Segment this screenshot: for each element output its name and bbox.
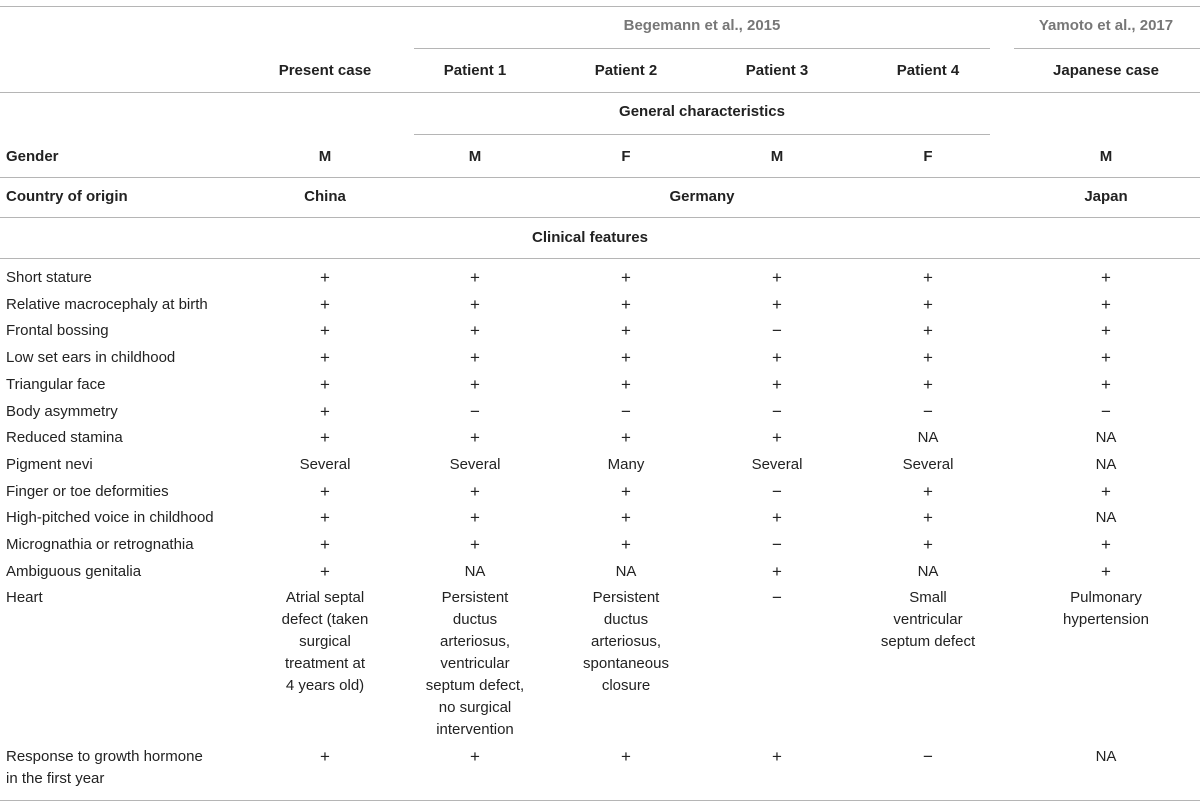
cell-patient-2: + — [621, 348, 631, 367]
cell-patient-3: + — [772, 562, 782, 581]
heart-patient-2-line: spontaneous — [583, 655, 669, 672]
cell-japanese: − — [1101, 402, 1111, 421]
cell-present: + — [320, 375, 330, 394]
cell-patient-4: + — [923, 295, 933, 314]
gender-patient-3: M — [770, 148, 784, 165]
cell-patient-3: − — [772, 402, 782, 421]
yamoto-rule — [1014, 48, 1200, 49]
cell-patient-2: + — [621, 268, 631, 287]
cell-patient-4: + — [923, 321, 933, 340]
heart-present-line: treatment at — [284, 655, 366, 672]
row-label: Micrognathia or retrognathia — [6, 536, 194, 553]
cell-patient-3: + — [772, 428, 782, 447]
cell-patient-4: + — [923, 482, 933, 501]
section-header-clinical: Clinical features — [532, 229, 648, 246]
gender-patient-1: M — [468, 148, 482, 165]
cell-patient-2: + — [621, 428, 631, 447]
cell-present: + — [320, 268, 330, 287]
cell-patient-4: − — [923, 402, 933, 421]
row-label: Low set ears in childhood — [6, 349, 176, 366]
heart-patient-1-line: ventricular — [440, 655, 510, 672]
begemann-rule — [414, 48, 990, 49]
column-header-patient-1: Patient 1 — [443, 62, 507, 79]
cell-japanese: + — [1101, 321, 1111, 340]
cell-japanese: + — [1101, 562, 1111, 581]
gender-patient-2: F — [621, 148, 631, 165]
cell-patient-1: − — [470, 402, 480, 421]
heart-patient-4-line: Small — [909, 589, 947, 606]
cell-patient-3: + — [772, 348, 782, 367]
gender-present: M — [318, 148, 332, 165]
row-label-growth-line-1: Response to growth hormone — [6, 748, 203, 765]
row-label: Reduced stamina — [6, 429, 123, 446]
cell-patient-4: NA — [917, 429, 939, 446]
group-header-begemann: Begemann et al., 2015 — [623, 17, 781, 34]
cell-japanese: + — [1101, 295, 1111, 314]
heart-patient-2-line: Persistent — [592, 589, 660, 606]
cell-present: + — [320, 535, 330, 554]
cell-present: + — [320, 562, 330, 581]
heart-patient-1-line: intervention — [436, 721, 514, 738]
heart-japanese-line: hypertension — [1063, 611, 1149, 628]
heart-patient-1-line: Persistent — [441, 589, 509, 606]
column-header-patient-2: Patient 2 — [594, 62, 658, 79]
cell-present: + — [320, 295, 330, 314]
growth-patient-3: + — [772, 747, 782, 766]
cell-patient-1: + — [470, 428, 480, 447]
cell-patient-2: + — [621, 321, 631, 340]
group-header-yamoto: Yamoto et al., 2017 — [1038, 17, 1174, 34]
row-label: Short stature — [6, 269, 92, 286]
cell-patient-2: Many — [607, 456, 645, 473]
cell-patient-2: − — [621, 402, 631, 421]
cell-japanese: NA — [1095, 429, 1117, 446]
heart-present-line: Atrial septal — [285, 589, 365, 606]
country-begemann: Germany — [669, 188, 735, 205]
column-header-japanese: Japanese case — [1053, 62, 1159, 79]
cell-patient-2: + — [621, 508, 631, 527]
cell-patient-4: + — [923, 535, 933, 554]
heart-present-line: surgical — [299, 633, 351, 650]
heart-patient-1-line: no surgical — [438, 699, 512, 716]
cell-patient-2: + — [621, 375, 631, 394]
cell-patient-1: + — [470, 321, 480, 340]
cell-japanese: + — [1101, 375, 1111, 394]
country-rule — [0, 217, 1200, 218]
row-label-growth-line-2: in the first year — [6, 770, 105, 787]
country-japanese: Japan — [1084, 188, 1128, 205]
growth-patient-4: − — [923, 747, 933, 766]
cell-present: + — [320, 402, 330, 421]
top-rule — [0, 6, 1200, 7]
row-label: Ambiguous genitalia — [6, 563, 142, 580]
heart-patient-2-line: closure — [601, 677, 651, 694]
cell-patient-3: + — [772, 295, 782, 314]
cell-patient-2: NA — [615, 563, 637, 580]
gender-patient-4: F — [923, 148, 933, 165]
heart-present-line: 4 years old) — [285, 677, 365, 694]
row-label: Pigment nevi — [6, 456, 93, 473]
country-present: China — [304, 188, 346, 205]
cell-patient-3: Several — [751, 456, 803, 473]
heart-patient-1-line: ductus — [452, 611, 498, 628]
heart-present-line: defect (taken — [281, 611, 369, 628]
heart-patient-1-line: septum defect, — [425, 677, 525, 694]
row-label: Triangular face — [6, 376, 106, 393]
row-label-gender: Gender — [6, 148, 59, 165]
growth-patient-2: + — [621, 747, 631, 766]
heart-japanese-line: Pulmonary — [1070, 589, 1142, 606]
row-label: Frontal bossing — [6, 322, 109, 339]
cell-patient-4: Several — [902, 456, 954, 473]
row-label-heart: Heart — [6, 589, 43, 606]
cell-japanese: NA — [1095, 456, 1117, 473]
cell-patient-3: − — [772, 321, 782, 340]
column-header-patient-3: Patient 3 — [745, 62, 809, 79]
cell-patient-1: + — [470, 535, 480, 554]
gender-rule — [0, 177, 1200, 178]
row-label: Relative macrocephaly at birth — [6, 296, 208, 313]
growth-present: + — [320, 747, 330, 766]
cell-japanese: NA — [1095, 509, 1117, 526]
cell-patient-4: + — [923, 268, 933, 287]
cell-present: + — [320, 321, 330, 340]
heart-patient-4-line: ventricular — [893, 611, 963, 628]
column-header-patient-4: Patient 4 — [896, 62, 960, 79]
bottom-rule — [0, 800, 1200, 801]
row-label: High-pitched voice in childhood — [6, 509, 214, 526]
cell-patient-3: + — [772, 375, 782, 394]
cell-patient-1: NA — [464, 563, 486, 580]
gender-japanese: M — [1099, 148, 1113, 165]
cell-patient-4: NA — [917, 563, 939, 580]
cell-patient-1: + — [470, 482, 480, 501]
cell-patient-4: + — [923, 375, 933, 394]
row-label-country: Country of origin — [6, 188, 128, 205]
row-label: Finger or toe deformities — [6, 483, 169, 500]
cell-patient-3: + — [772, 268, 782, 287]
heart-patient-2-line: arteriosus, — [590, 633, 662, 650]
heart-patient-4-line: septum defect — [880, 633, 976, 650]
general-rule — [414, 134, 990, 135]
cell-patient-2: + — [621, 295, 631, 314]
cell-patient-1: + — [470, 508, 480, 527]
clinical-rule — [0, 258, 1200, 259]
cell-patient-1: + — [470, 295, 480, 314]
growth-japanese: NA — [1095, 748, 1117, 765]
cell-present: Several — [299, 456, 351, 473]
cell-present: + — [320, 508, 330, 527]
cell-japanese: + — [1101, 482, 1111, 501]
cell-present: + — [320, 482, 330, 501]
cell-patient-3: − — [772, 482, 782, 501]
cell-patient-4: + — [923, 348, 933, 367]
cell-patient-1: Several — [449, 456, 501, 473]
heart-patient-2-line: ductus — [603, 611, 649, 628]
cell-patient-4: + — [923, 508, 933, 527]
cell-present: + — [320, 348, 330, 367]
cell-japanese: + — [1101, 268, 1111, 287]
cell-japanese: + — [1101, 535, 1111, 554]
cell-japanese: + — [1101, 348, 1111, 367]
growth-patient-1: + — [470, 747, 480, 766]
cell-patient-2: + — [621, 535, 631, 554]
cell-present: + — [320, 428, 330, 447]
cell-patient-1: + — [470, 375, 480, 394]
row-label: Body asymmetry — [6, 403, 118, 420]
cell-patient-3: + — [772, 508, 782, 527]
header-rule — [0, 92, 1200, 93]
heart-patient-3-line: − — [772, 588, 782, 607]
heart-patient-1-line: arteriosus, — [439, 633, 511, 650]
cell-patient-2: + — [621, 482, 631, 501]
cell-patient-3: − — [772, 535, 782, 554]
section-header-general: General characteristics — [619, 103, 785, 120]
column-header-present: Present case — [278, 62, 372, 79]
cell-patient-1: + — [470, 268, 480, 287]
cell-patient-1: + — [470, 348, 480, 367]
